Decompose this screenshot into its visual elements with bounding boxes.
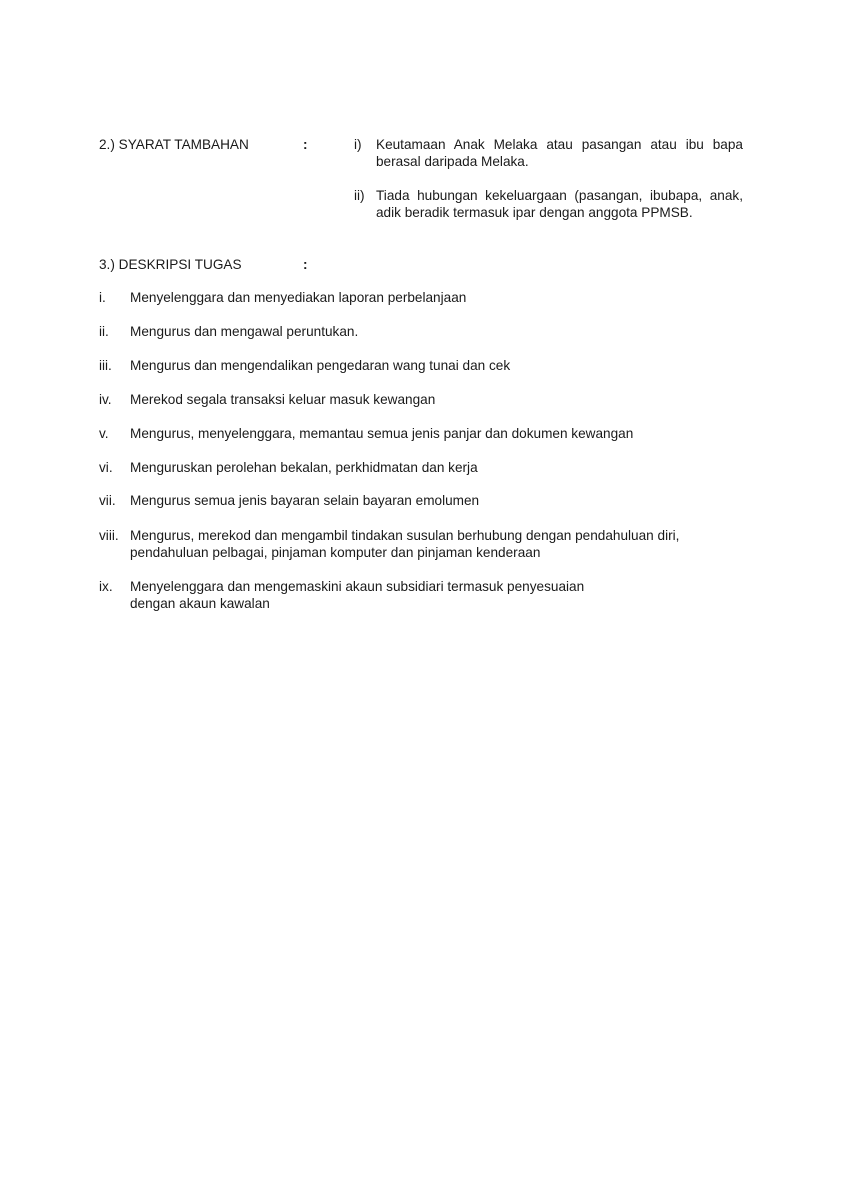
duty-text-line: pendahuluan pelbagai, pinjaman komputer dan pinjaman kenderaan (130, 545, 541, 560)
duty-item (99, 357, 719, 374)
duty-number: vii. (99, 493, 116, 508)
section-3-heading: 3.) DESKRIPSI TUGAS (99, 257, 242, 272)
section-2-colon: : (303, 137, 308, 152)
duty-number: ii. (99, 324, 109, 339)
duty-item (99, 527, 719, 561)
requirement-text-line: Tiada hubungan kekeluargaan (pasangan, ibubapa, anak, (376, 188, 743, 203)
duty-text-line: Mengurus semua jenis bayaran selain bayaran emolumen (130, 493, 480, 508)
section-2-heading: 2.) SYARAT TAMBAHAN (99, 137, 249, 152)
duty-item (99, 391, 719, 408)
requirement-number: i) (354, 137, 362, 152)
duty-text-line: Mengurus dan mengawal peruntukan. (130, 324, 359, 339)
duty-text-line: Menyelenggara dan mengemaskini akaun subsidiari termasuk penyesuaian (130, 579, 585, 594)
duty-text-line: Menyelenggara dan menyediakan laporan perbelanjaan (130, 290, 467, 305)
duty-item (99, 323, 719, 340)
requirement-item (354, 136, 743, 170)
duty-number: iii. (99, 358, 112, 373)
duty-number: ix. (99, 579, 113, 594)
requirement-text-line: Keutamaan Anak Melaka atau pasangan atau ibu bapa (376, 137, 743, 152)
duty-text-line: Mengurus dan mengendalikan pengedaran wang tunai dan cek (130, 358, 511, 373)
duty-text-line: Mengurus, merekod dan mengambil tindakan susulan berhubung dengan pendahuluan diri, (130, 528, 680, 543)
requirement-item (354, 187, 743, 221)
duty-number: vi. (99, 460, 113, 475)
duty-item (99, 425, 719, 442)
section-3-colon: : (303, 257, 308, 272)
duty-item (99, 492, 719, 509)
requirement-text-line: adik beradik termasuk ipar dengan anggota PPMSB. (376, 205, 693, 220)
duty-number: viii. (99, 528, 119, 543)
requirement-number: ii) (354, 188, 365, 203)
duty-number: v. (99, 426, 109, 441)
duty-number: iv. (99, 392, 112, 407)
duty-text-line: Merekod segala transaksi keluar masuk kewangan (130, 392, 436, 407)
duty-text-line: dengan akaun kawalan (130, 596, 270, 611)
duty-number: i. (99, 290, 106, 305)
duty-item (99, 578, 719, 612)
duty-text-line: Menguruskan perolehan bekalan, perkhidmatan dan kerja (130, 460, 478, 475)
duty-item (99, 459, 719, 476)
requirement-text-line: berasal daripada Melaka. (376, 154, 529, 169)
duty-text-line: Mengurus, menyelenggara, memantau semua jenis panjar dan dokumen kewangan (130, 426, 634, 441)
duty-item (99, 289, 719, 306)
